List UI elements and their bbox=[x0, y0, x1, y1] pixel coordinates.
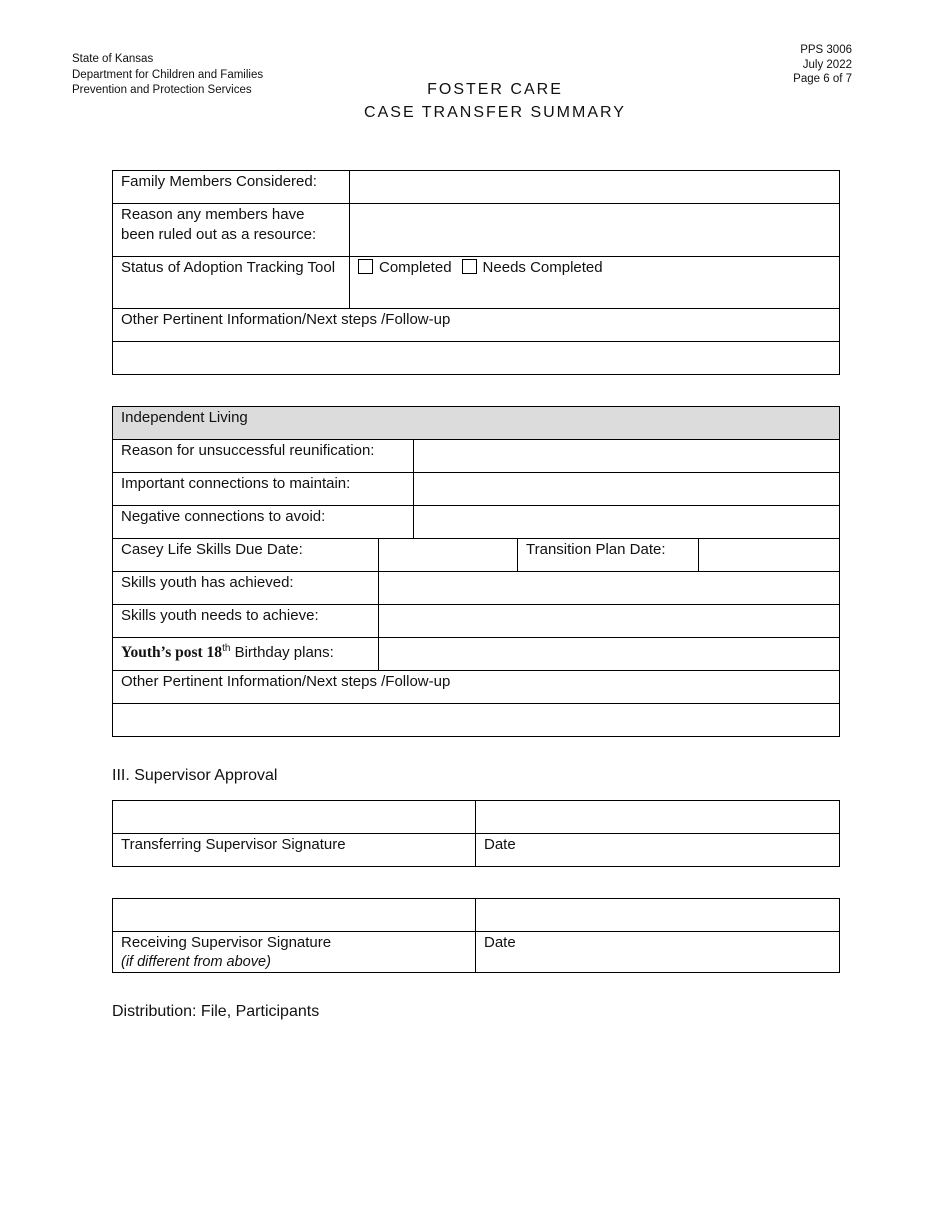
transferring-signature-label: Transferring Supervisor Signature bbox=[113, 834, 476, 867]
other-info-label: Other Pertinent Information/Next steps /Follow-up bbox=[113, 309, 840, 342]
receiving-supervisor-table bbox=[112, 898, 840, 973]
agency-state: State of Kansas bbox=[72, 53, 154, 65]
needs-completed-label: Needs Completed bbox=[482, 259, 603, 276]
option-needs-completed[interactable] bbox=[462, 258, 603, 278]
transition-plan-date-field[interactable] bbox=[699, 539, 840, 572]
negative-connections-field[interactable] bbox=[414, 506, 840, 539]
title-line-1: FOSTER CARE bbox=[427, 81, 563, 98]
post-18-suffix: Birthday plans: bbox=[230, 644, 334, 661]
family-members-label: Family Members Considered: bbox=[113, 171, 350, 204]
independent-living-heading: Independent Living bbox=[113, 407, 840, 440]
distribution-line: Distribution: File, Participants bbox=[112, 1003, 320, 1020]
form-date: July 2022 bbox=[802, 58, 852, 71]
negative-connections-label: Negative connections to avoid: bbox=[113, 506, 414, 539]
skills-needed-label: Skills youth needs to achieve: bbox=[113, 605, 379, 638]
ruled-out-label: Reason any members have been ruled out as a resource: bbox=[113, 204, 350, 257]
transferring-date-label: Date bbox=[476, 834, 840, 867]
connections-label: Important connections to maintain: bbox=[113, 473, 414, 506]
casey-due-date-field[interactable] bbox=[379, 539, 518, 572]
il-other-info-label: Other Pertinent Information/Next steps /Follow-up bbox=[113, 671, 840, 704]
il-other-info-field[interactable] bbox=[113, 704, 840, 737]
completed-checkbox[interactable] bbox=[358, 259, 373, 274]
skills-achieved-field[interactable] bbox=[379, 572, 840, 605]
family-resources-table bbox=[112, 170, 840, 375]
reunification-field[interactable] bbox=[414, 440, 840, 473]
option-completed[interactable] bbox=[358, 258, 452, 278]
receiving-signature-note: (if different from above) bbox=[121, 953, 271, 970]
skills-achieved-label: Skills youth has achieved: bbox=[113, 572, 379, 605]
transferring-date-field[interactable] bbox=[476, 801, 840, 834]
post-18-prefix: Youth’s post 18 bbox=[121, 644, 223, 661]
adoption-status-label: Status of Adoption Tracking Tool bbox=[113, 257, 350, 309]
family-members-field[interactable] bbox=[350, 171, 840, 204]
casey-due-date-label: Casey Life Skills Due Date: bbox=[113, 539, 379, 572]
ruled-out-field[interactable] bbox=[350, 204, 840, 257]
receiving-signature-label: Receiving Supervisor Signature bbox=[121, 934, 332, 951]
skills-needed-field[interactable] bbox=[379, 605, 840, 638]
post-18-plans-field[interactable] bbox=[379, 638, 840, 671]
other-info-field[interactable] bbox=[113, 342, 840, 375]
adoption-status-options bbox=[350, 257, 840, 309]
receiving-date-label: Date bbox=[476, 932, 840, 973]
completed-label: Completed bbox=[379, 259, 452, 276]
post-18-plans-label bbox=[113, 638, 379, 671]
title-line-2: CASE TRANSFER SUMMARY bbox=[364, 104, 626, 121]
reunification-label: Reason for unsuccessful reunification: bbox=[113, 440, 414, 473]
needs-completed-checkbox[interactable] bbox=[462, 259, 477, 274]
transferring-supervisor-table bbox=[112, 800, 840, 867]
page-number: Page 6 of 7 bbox=[793, 73, 852, 85]
agency-department: Department for Children and Families bbox=[72, 68, 264, 81]
transferring-signature-field[interactable] bbox=[113, 801, 476, 834]
independent-living-table bbox=[112, 406, 840, 737]
receiving-signature-label-cell bbox=[113, 932, 476, 973]
receiving-date-field[interactable] bbox=[476, 899, 840, 932]
post-18-sup: th bbox=[222, 643, 231, 654]
agency-division: Prevention and Protection Services bbox=[72, 84, 252, 96]
receiving-signature-field[interactable] bbox=[113, 899, 476, 932]
supervisor-approval-heading: III. Supervisor Approval bbox=[112, 767, 278, 784]
page-title bbox=[0, 78, 950, 124]
connections-field[interactable] bbox=[414, 473, 840, 506]
form-number: PPS 3006 bbox=[800, 44, 852, 56]
transition-plan-date-label: Transition Plan Date: bbox=[518, 539, 699, 572]
